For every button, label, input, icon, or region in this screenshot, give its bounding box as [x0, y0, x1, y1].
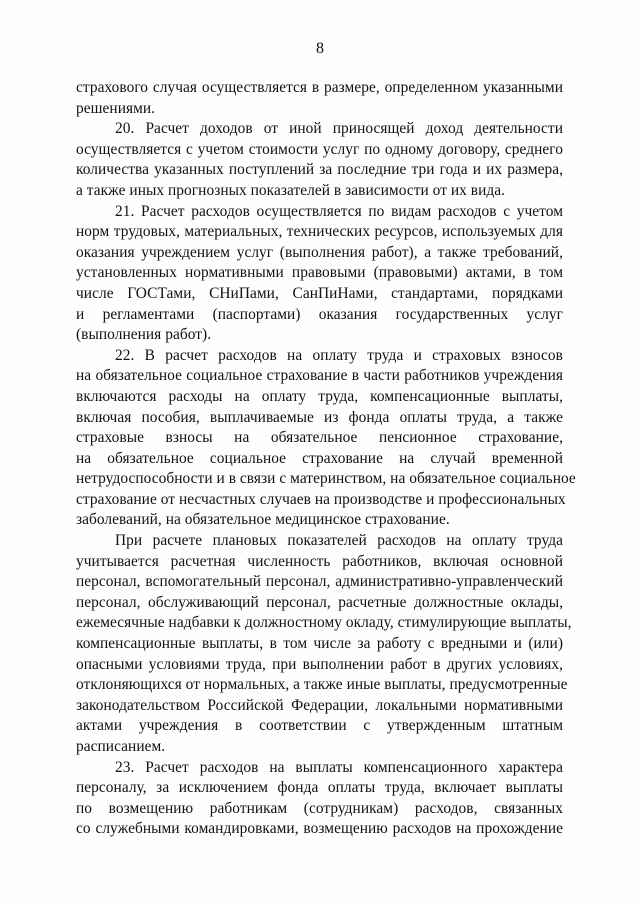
text-line: оказания учреждением услуг (выполнения работ), а также требований, [76, 243, 563, 261]
text-line: актами учреждения в соответствии с утвержденным штатным [76, 717, 563, 735]
document-body [76, 78, 576, 840]
text-line: персонал, обслуживающий персонал, расчетные должностные оклады, [76, 593, 563, 611]
text-line: отклоняющихся от нормальных, а также иные выплаты, предусмотренные [76, 676, 568, 694]
text-line: персонал, вспомогательный персонал, административно-управленческий [76, 573, 563, 591]
text-line: При расчете плановых показателей расходов на оплату труда [115, 532, 563, 550]
text-line: компенсационные выплаты, в том числе за работу с вредными и (или) [76, 635, 563, 653]
text-line: опасными условиями труда, при выполнении работ в других условиях, [76, 655, 563, 673]
text-line: 23. Расчет расходов на выплаты компенсационного характера [115, 758, 563, 776]
text-line: со служебными командировками, возмещению расходов на прохождение [76, 820, 563, 838]
text-line: количества указанных поступлений за последние три года и их размера, [76, 161, 563, 179]
text-line: страховые взносы на обязательное пенсионное страхование, [76, 429, 563, 447]
text-line: учитывается расчетная численность работников, включая основной [76, 552, 563, 570]
text-line: осуществляется с учетом стоимости услуг по одному договору, среднего [76, 140, 563, 158]
text-line: и регламентами (паспортами) оказания государственных услуг [76, 305, 563, 323]
text-line: решениями. [76, 99, 156, 117]
text-line: 22. В расчет расходов на оплату труда и страховых взносов [115, 346, 563, 364]
text-line: страхового случая осуществляется в размере, определенном указанными [76, 79, 563, 96]
text-line: расписанием. [76, 738, 166, 755]
text-line: 20. Расчет доходов от иной приносящей доход деятельности [115, 120, 563, 138]
text-line: ежемесячные надбавки к должностному окладу, стимулирующие выплаты, [76, 614, 572, 632]
text-line: персоналу, за исключением фонда оплаты труда, включает выплаты [76, 779, 563, 797]
text-line: нетрудоспособности и в связи с материнством, на обязательное социальное [76, 470, 576, 488]
text-line: включаются расходы на оплату труда, компенсационные выплаты, [76, 387, 563, 405]
text-line: а также иных прогнозных показателей в зависимости от их вида. [76, 181, 506, 199]
text-line: установленных нормативными правовыми (правовыми) актами, в том [76, 264, 563, 282]
text-line: на обязательное социальное страхование в части работников учреждения [76, 367, 563, 385]
text-line: числе ГОСТами, СНиПами, СанПиНами, стандартами, порядками [76, 284, 563, 302]
text-line: законодательством Российской Федерации, локальными нормативными [76, 696, 563, 714]
text-line: (выполнения работ). [76, 326, 212, 344]
page-number: 8 [316, 40, 324, 57]
text-line: включая пособия, выплачиваемые из фонда оплаты труда, а также [76, 408, 563, 426]
text-line: 21. Расчет расходов осуществляется по видам расходов с учетом [115, 202, 563, 220]
text-line: норм трудовых, материальных, технических ресурсов, используемых для [76, 223, 563, 241]
text-line: на обязательное социальное страхование на случай временной [76, 449, 563, 467]
text-line: заболеваний, на обязательное медицинское страхование. [76, 511, 450, 529]
text-line: по возмещению работникам (сотрудникам) расходов, связанных [76, 799, 563, 817]
text-line: страхование от несчастных случаев на производстве и профессиональных [76, 490, 566, 508]
